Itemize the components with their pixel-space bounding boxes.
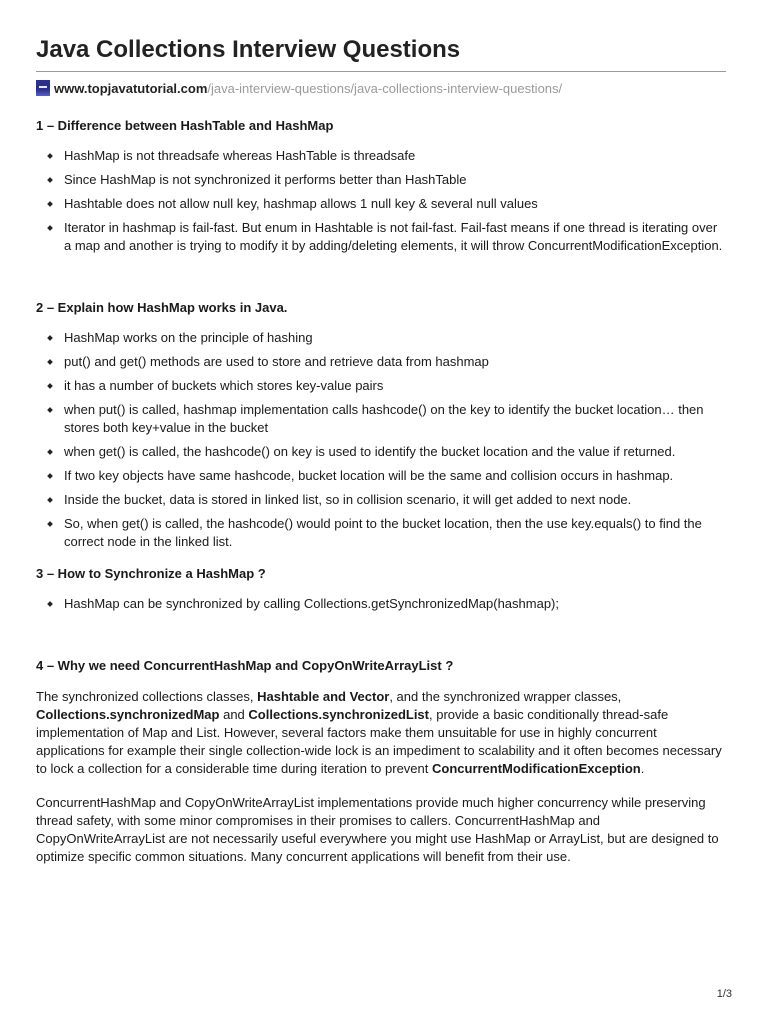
article-body [36, 117, 726, 866]
section-1-heading: 1 – Difference between HashTable and HashMap [36, 118, 334, 133]
bold-text: Hashtable and Vector [257, 689, 390, 704]
list-item: when put() is called, hashmap implementation calls hashcode() on the key to identify the bucket location… then stores both key+value in the bucket [36, 401, 726, 437]
section-2-list [36, 329, 726, 551]
list-item: put() and get() methods are used to store and retrieve data from hashmap [36, 353, 726, 371]
section-4-heading: 4 – Why we need ConcurrentHashMap and CopyOnWriteArrayList ? [36, 658, 454, 673]
list-item: HashMap is not threadsafe whereas HashTable is threadsafe [36, 147, 726, 165]
text-run: . [640, 761, 645, 776]
source-path[interactable]: /java-interview-questions/java-collections-interview-questions/ [207, 80, 563, 96]
bold-text: Collections.synchronizedList [248, 707, 429, 722]
section-4-paragraph-1 [36, 688, 726, 778]
bold-text: ConcurrentModificationException [432, 761, 641, 776]
section-3-heading: 3 – How to Synchronize a HashMap ? [36, 566, 266, 581]
text-run: The synchronized collections classes, [36, 689, 258, 704]
list-item: when get() is called, the hashcode() on key is used to identify the bucket location and the value if returned. [36, 443, 726, 461]
text-run: and [219, 707, 249, 722]
list-item: Since HashMap is not synchronized it performs better than HashTable [36, 171, 726, 189]
list-item: Hashtable does not allow null key, hashmap allows 1 null key & several null values [36, 195, 726, 213]
section-3-list [36, 595, 726, 613]
section-4-paragraph-2: ConcurrentHashMap and CopyOnWriteArrayList implementations provide much higher concurrency while preserving thread safety, with some minor compromises in their promises to callers. ConcurrentHashMap and CopyOnWriteArrayList are not necessarily useful everywhere you might use HashMap or ArrayList, but are designed to optimize specific common situations. Many concurrent applications will benefit from their use. [36, 795, 719, 864]
list-item: Inside the bucket, data is stored in linked list, so in collision scenario, it will get added to next node. [36, 491, 726, 509]
text-run: , provide a basic conditionally thread-safe implementation of Map and List. However, several factors make them unsuitable for use in highly concurrent applications for example their single collection-wide lock is an impediment to scalability and it often becomes necessary to lock a collection for a considerable time during iteration to prevent [36, 707, 722, 776]
section-2-heading: 2 – Explain how HashMap works in Java. [36, 300, 288, 315]
list-item: it has a number of buckets which stores key-value pairs [36, 377, 726, 395]
list-item: HashMap can be synchronized by calling Collections.getSynchronizedMap(hashmap); [36, 595, 726, 613]
source-url[interactable] [36, 80, 562, 96]
page-title: Java Collections Interview Questions [36, 36, 461, 63]
text-run: , and the synchronized wrapper classes, [389, 689, 622, 704]
source-domain[interactable]: www.topjavatutorial.com [54, 80, 208, 96]
list-item: HashMap works on the principle of hashing [36, 329, 726, 347]
list-item: If two key objects have same hashcode, bucket location will be the same and collision occurs in hashmap. [36, 467, 726, 485]
page-number: 1/3 [716, 988, 732, 1000]
list-item: Iterator in hashmap is fail-fast. But enum in Hashtable is not fail-fast. Fail-fast means if one thread is iterating over a map and another is trying to modify it by adding/deleting elements, it will throw ConcurrentModificationException. [36, 219, 726, 255]
list-item: So, when get() is called, the hashcode() would point to the bucket location, then the use key.equals() to find the correct node in the linked list. [36, 515, 726, 551]
title-divider [36, 71, 726, 72]
section-1-list [36, 147, 726, 255]
site-favicon-icon [36, 80, 50, 96]
bold-text: Collections.synchronizedMap [36, 707, 220, 722]
